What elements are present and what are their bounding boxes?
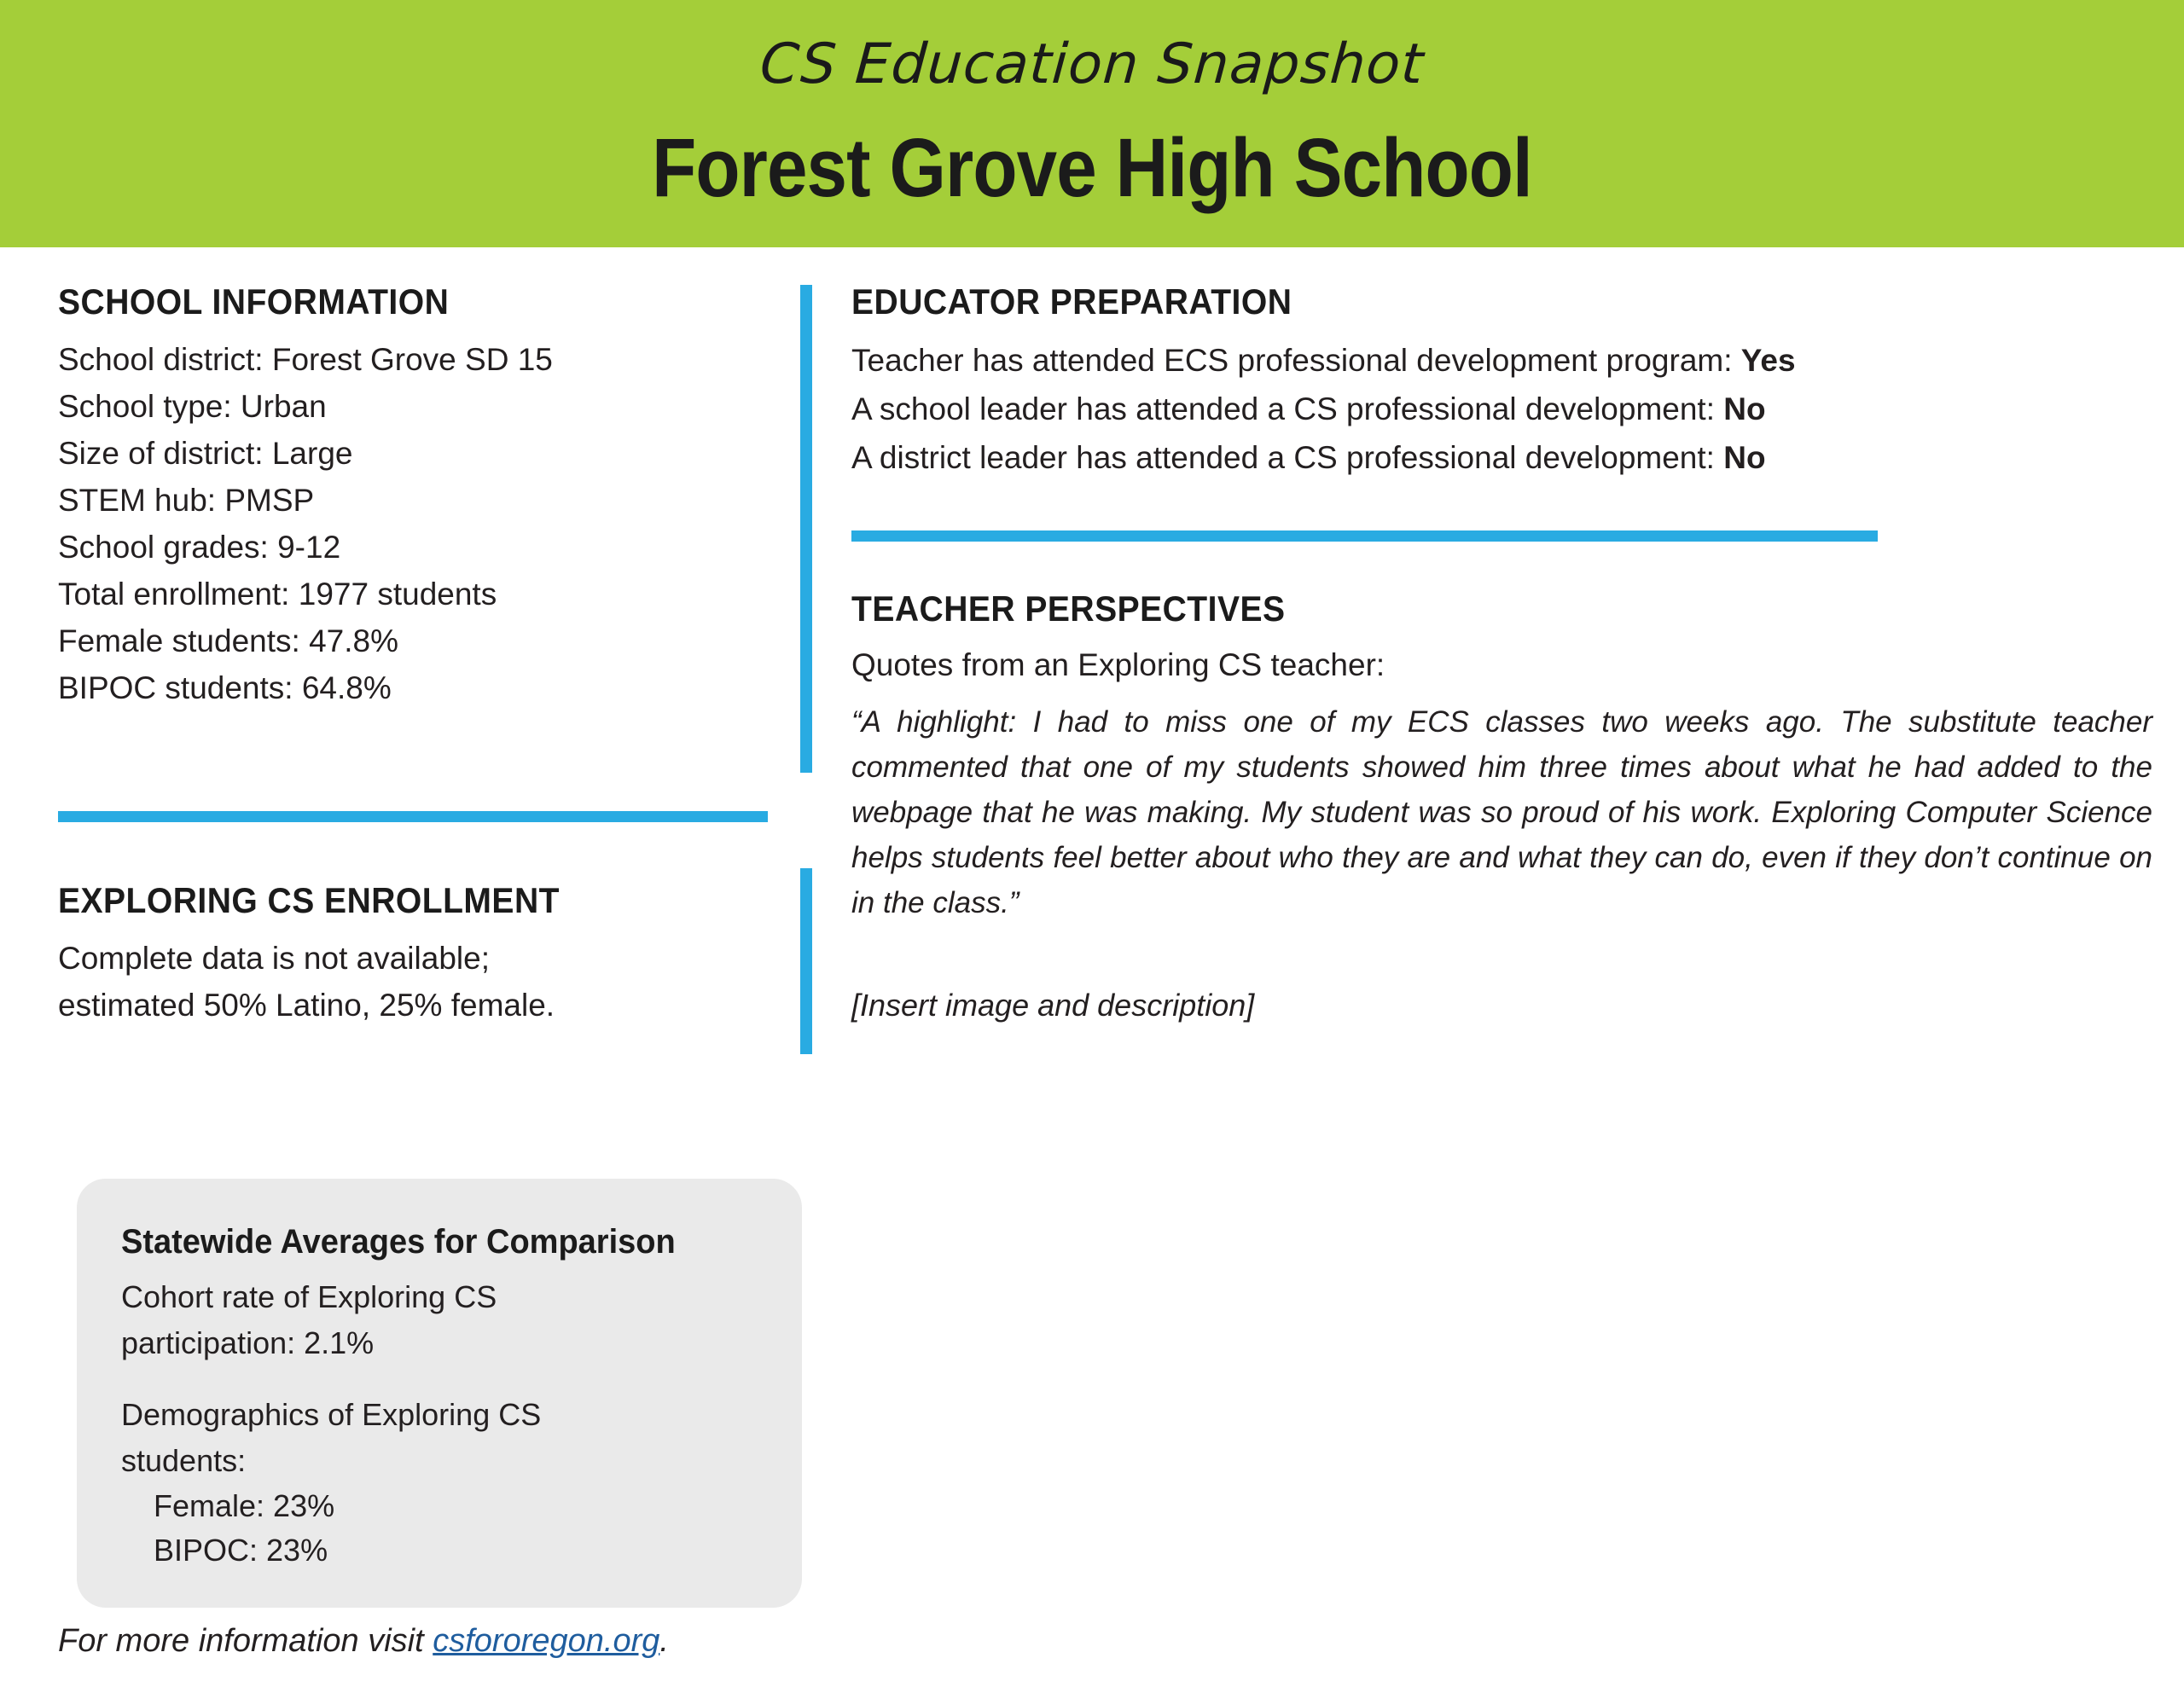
list-item [851, 336, 2148, 385]
list-item [851, 385, 2148, 433]
school-information-list [58, 336, 809, 711]
teacher-perspectives-section [851, 588, 2152, 1024]
page-header-banner [0, 0, 2184, 247]
list-item: School district: Forest Grove SD 15 [58, 342, 553, 377]
exploring-cs-enrollment-heading: EXPLORING CS ENROLLMENT [58, 880, 560, 920]
footer-prefix: For more information visit [58, 1623, 433, 1659]
enrollment-note-line-2: estimated 50% Latino, 25% female. [58, 988, 555, 1023]
prep-value: No [1723, 440, 1766, 475]
cohort-rate-block [121, 1274, 758, 1366]
right-column-divider [851, 530, 1878, 542]
snapshot-script-title: CS Education Snapshot [758, 32, 1426, 96]
right-column-accent-bar-bottom [800, 868, 812, 1054]
demographics-line-1: Demographics of Exploring CS [121, 1397, 542, 1432]
cohort-rate-line-1: Cohort rate of Exploring CS [121, 1279, 497, 1314]
list-item: STEM hub: PMSP [58, 483, 315, 518]
insert-image-placeholder-note: [Insert image and description] [851, 988, 1255, 1023]
right-column-accent-bar-top [800, 285, 812, 773]
page-title: Forest Grove High School [652, 121, 1532, 214]
footer-note [58, 1620, 669, 1661]
list-item: School grades: 9-12 [58, 530, 341, 565]
left-column-divider [58, 811, 768, 822]
right-column [851, 281, 2148, 482]
educator-preparation-heading: EDUCATOR PREPARATION [851, 281, 1292, 322]
prep-label: A school leader has attended a CS professional development: [851, 391, 1724, 426]
cohort-rate-line-2: participation: 2.1% [121, 1325, 375, 1360]
demographics-block [121, 1392, 758, 1573]
demographics-female: Female: 23% [154, 1488, 335, 1523]
left-column [58, 281, 809, 711]
exploring-cs-enrollment-section [58, 880, 809, 1029]
statewide-averages-card [77, 1179, 802, 1608]
school-information-heading: SCHOOL INFORMATION [58, 281, 450, 322]
demographics-bipoc: BIPOC: 23% [154, 1533, 328, 1568]
teacher-quote-text: “A highlight: I had to miss one of my ECS classes two weeks ago. The substitute teacher commented that one of my students showed him three times about what he had added to the webpage that he was making. My student was so proud of his work. Exploring Computer Science helps students feel better about who they are and what they can do, even if they don’t continue on in the class.” [851, 705, 2152, 919]
footer-suffix: . [659, 1623, 669, 1659]
list-item: Total enrollment: 1977 students [58, 577, 497, 612]
list-item [851, 433, 2148, 482]
prep-value: Yes [1740, 343, 1796, 378]
teacher-quote-lead: Quotes from an Exploring CS teacher: [851, 647, 1385, 682]
teacher-perspectives-heading: TEACHER PERSPECTIVES [851, 588, 1286, 629]
prep-value: No [1723, 391, 1766, 426]
prep-label: Teacher has attended ECS professional development program: [851, 343, 1741, 378]
list-item: School type: Urban [58, 389, 327, 424]
enrollment-note-line-1: Complete data is not available; [58, 941, 490, 976]
demographics-line-2: students: [121, 1443, 247, 1478]
prep-label: A district leader has attended a CS professional development: [851, 440, 1724, 475]
list-item: BIPOC students: 64.8% [58, 670, 392, 705]
list-item: Female students: 47.8% [58, 623, 398, 658]
educator-preparation-list [851, 336, 2148, 482]
statewide-card-title: Statewide Averages for Comparison [121, 1223, 676, 1261]
csfororegon-link[interactable]: csfororegon.org [433, 1623, 660, 1659]
list-item: Size of district: Large [58, 436, 353, 471]
